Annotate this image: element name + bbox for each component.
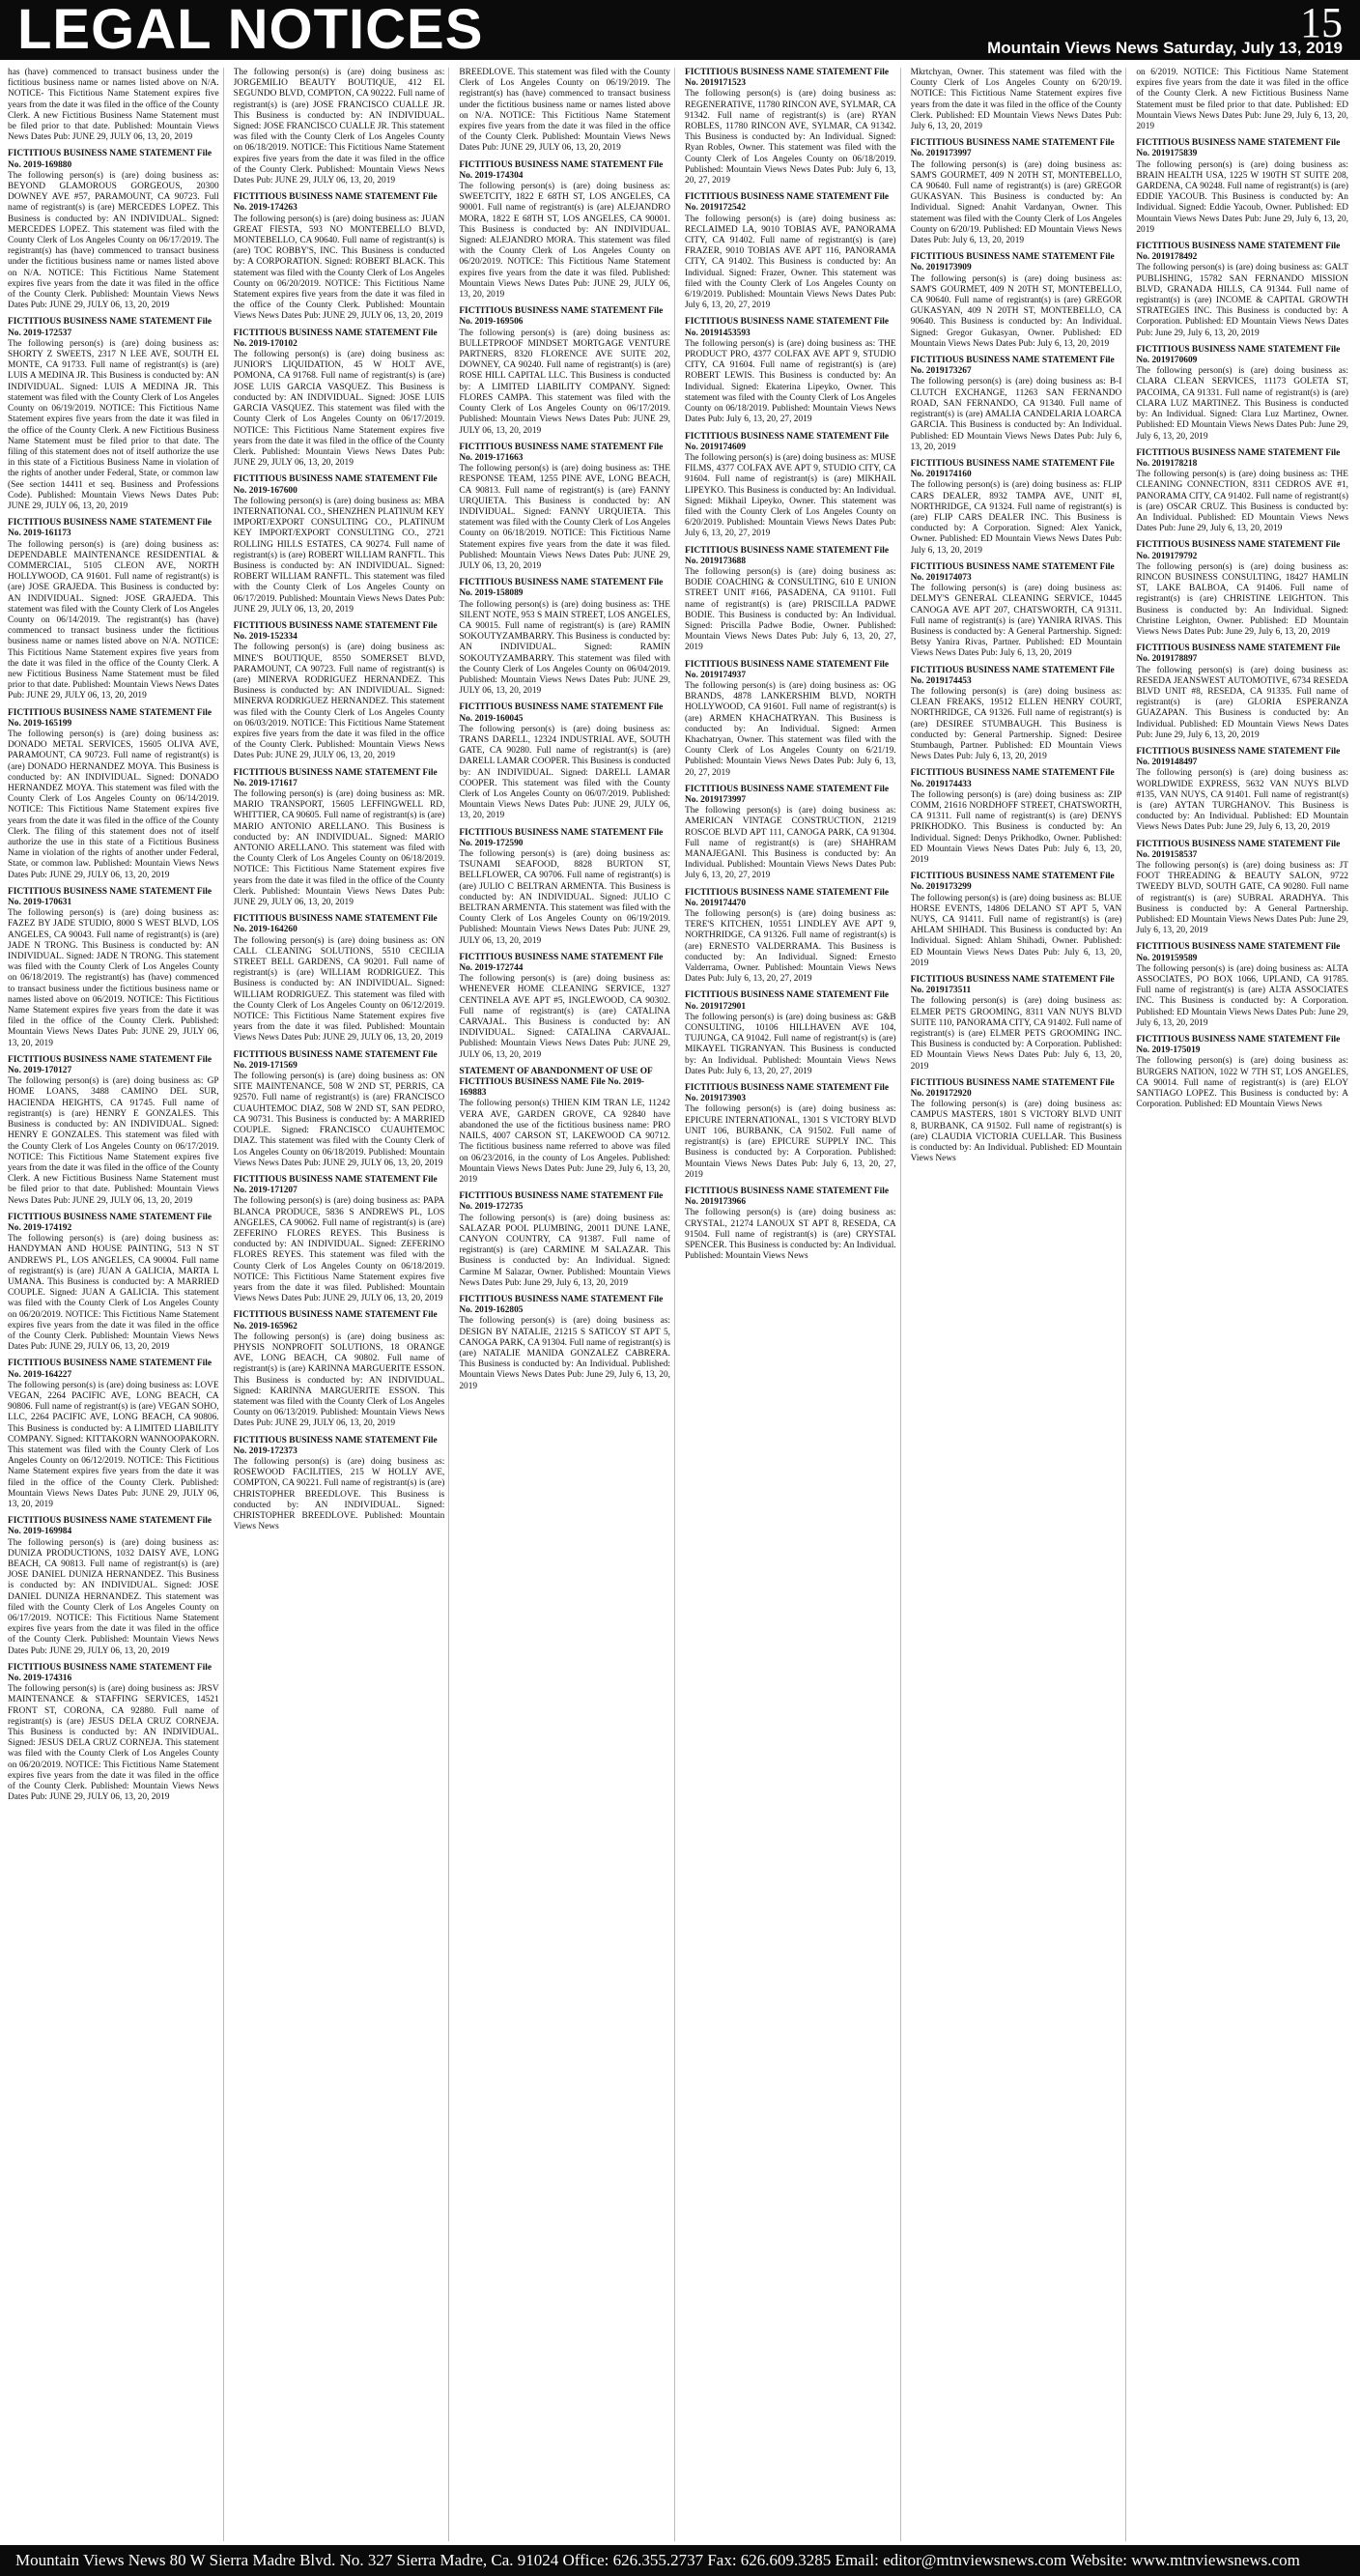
notice-body: The following person(s) is (are) doing business as: JUNIOR'S LIQUIDATION, 45 W HOLT AVE, POMONA, CA 91768. Full name of registrant(s) is (are) JOSE LUIS GARCIA VASQUEZ. This Business is conducted by: AN INDIVIDUAL. Signed: JOSE LUIS GARCIA VASQUEZ. This statement was filed with the County Clerk of Los Angeles County on 06/17/2019. NOTICE: This Fictitious Name Statement expires five years from the date it was filed in the office of the County Clerk. Published: Mountain Views News Dates Pub: JUNE 29, JULY 06, 13, 20, 2019 [233,350,445,469]
legal-notice [911,459,1122,557]
legal-notice [234,1310,445,1429]
legal-notice [685,1083,896,1181]
notice-heading: FICTITIOUS BUSINESS NAME STATEMENT File No. 2019-172735 [459,1191,664,1213]
notice-body: The following person(s) is (are) doing business as: THE SILENT NOTE, 953 S MAIN STREET, LOS ANGELES, CA 90015. Full name of registrant(s) is (are) RAMIN SOKOUTYZAMBARRY. This Business is conducted by: AN INDIVIDUAL. Signed: RAMIN SOKOUTYZAMBARRY. This statement was filed with the County Clerk of Los Angeles County on 06/04/2019. Published: Mountain Views News Dates Pub: JUNE 29, JULY 06, 13, 20, 2019 [459,599,670,697]
notice-heading: FICTITIOUS BUSINESS NAME STATEMENT File No. 2019-174192 [8,1212,212,1233]
notice-body: The following person(s) is (are) doing business as: THE CLEANING CONNECTION, 8311 CEDROS AVE #1, PANORAMA CITY, CA 91402. Full name of registrant(s) is (are) OSCAR CRUZ. This Business is conducted by: An Individual. Published: ED Mountain Views News Dates Pub: June 29, July 6, 13, 20, 2019 [1136,470,1348,534]
legal-notice [8,887,219,1049]
notice-column-1 [8,68,224,2541]
notice-body: The following person(s) is (are) doing business as: ROSEWOOD FACILITIES, 215 W HOLLY AVE, COMPTON, CA 90221. Full name of registrant(s) is (are) CHRISTOPHER BREEDLOVE. This Business is conducted by: AN INDIVIDUAL. Signed: CHRISTOPHER BREEDLOVE. Published: Mountain Views News [233,1456,445,1532]
notice-body: The following person(s) is (are) doing business as: PHYSIS NONPROFIT SOLUTIONS, 18 ORANGE AVE, LONG BEACH, CA 90802. Full name of registrant(s) is (are) KARINNA MARGUERITE ESSON. This Business is conducted by: AN INDIVIDUAL. Signed: KARINNA MARGUERITE ESSON. This statement was filed with the County Clerk of Los Angeles County on 06/13/2019. Published: Mountain Views News Dates Pub: JUNE 29, JULY 06, 13, 20, 2019 [233,1331,445,1429]
legal-notice [459,160,670,301]
notice-heading: FICTITIOUS BUSINESS NAME STATEMENT File No. 2019-167600 [233,474,438,496]
legal-notice [8,708,219,881]
legal-notice [234,1436,445,1533]
legal-notice [1136,1035,1348,1110]
notice-body: The following person(s) is (are) doing business as: SALAZAR POOL PLUMBING, 20011 DUNE LANE, CANYON COUNTRY, CA 91387. Full name of registrant(s) is (are) CARMINE M SALAZAR. This Business is conducted by: An Individual. Signed: Carmine M Salazar, Owner. Published: Mountain Views News Dates Pub: June 29, July 6, 13, 20, 2019 [459,1213,670,1288]
notice-heading: FICTITIOUS BUSINESS NAME STATEMENT File No. 2019-172590 [459,827,664,848]
legal-notice [8,1516,219,1657]
notice-heading: FICTITIOUS BUSINESS NAME STATEMENT File No. 2019172920 [910,1077,1115,1100]
legal-notice [911,562,1122,660]
notice-body: Mkrtchyan, Owner. This statement was filed with the County Clerk of Los Angeles County on 6/20/19. NOTICE: This Fictitious Name Statement expires five years from the date it was filed in the office of the County Clerk. Published: ED Mountain Views News Dates Pub: July 6, 13, 20, 2019 [910,68,1122,132]
legal-notice [8,518,219,701]
notice-heading: FICTITIOUS BUSINESS NAME STATEMENT File No. 20191453593 [685,317,889,338]
legal-notice [1136,644,1348,741]
notice-body: The following person(s) is (are) doing business as: DUNIZA PRODUCTIONS, 1032 DAISY AVE, LONG BEACH, CA 90813. Full name of registrant(s) is (are) JOSE DANIEL DUNIZA HERNANDEZ. This Business is conducted by: AN INDIVIDUAL. Signed: JOSE DANIEL DUNIZA HERNANDEZ. This statement was filed with the County Clerk of Los Angeles County on 06/17/2019. NOTICE: This Fictitious Name Statement expires five years from the date it was filed in the office of the County Clerk. Published: Mountain Views News Dates Pub: JUNE 29, JULY 06, 13, 20, 2019 [8,1537,219,1656]
notice-body: The following person(s) is (are) doing business as: FAZEZ BY JADE STUDIO, 8000 S WEST BLVD, LOS ANGELES, CA 90043. Full name of registrant(s) is (are) JADE N TRONG. This Business is conducted by: AN INDIVIDUAL. Signed: JADE N TRONG. This statement was filed with the County Clerk of Los Angeles County on 06/18/2019. The registrant(s) has (have) commenced to transact business under the fictitious business name or names listed above on 06/2019. NOTICE: This Fictitious Name Statement expires five years from the date it was filed in the office of the County Clerk. Published: Mountain Views News Dates Pub: JUNE 29, JULY 06, 13, 20, 2019 [8,908,219,1048]
notice-body: The following person(s) is (are) doing business as: DEPENDABLE MAINTENANCE RESIDENTIAL & COMMERCIAL, 5105 CLEON AVE, NORTH HOLLYWOOD, CA 91601. Full name of registrant(s) is (are) JOSE GRAJEDA. This Business is conducted by: AN INDIVIDUAL. Signed: JOSE GRAJEDA. This statement was filed with the County Clerk of Los Angeles County on 06/14/2019. The registrant(s) has (have) commenced to transact business under the fictitious business name or names listed above on N/A. NOTICE: This Fictitious Name Statement expires five years from the date it was filed in the office of the County Clerk. A new Fictitious Business Name Statement must be filed prior to that date. Published: Mountain Views News Dates Pub: JUNE 29, JULY 06, 13, 20, 2019 [8,539,219,701]
notice-heading: FICTITIOUS BUSINESS NAME STATEMENT File No. 2019-174304 [459,159,664,181]
notice-body: The following person(s) is (are) doing business as: G&B CONSULTING, 10106 HILLHAVEN AVE 104, TUJUNGA, CA 91042. Full name of registrant(s) is (are) MIKAYEL TIGRANYAN. This Business is conducted by: An Individual. Published: Mountain Views News Dates Pub: July 6, 13, 20, 27, 2019 [685,1012,896,1076]
legal-notice [1136,747,1348,834]
legal-notice [459,1295,670,1392]
notice-heading: FICTITIOUS BUSINESS NAME STATEMENT File No. 2019-170102 [233,328,438,349]
notice-body: The following person(s) is (are) doing business as: RINCON BUSINESS CONSULTING, 18427 HAMLIN ST, LAKE BALBOA, CA 91406. Full name of registrant(s) is (are) CHRISTINE LEIGHTON. This Business is conducted by: An Individual. Signed: Christine Leighton, Owner. Published: ED Mountain Views News Dates Pub: June 29, July 6, 13, 20, 2019 [1136,561,1348,637]
notice-heading: FICTITIOUS BUSINESS NAME STATEMENT File No. 2019178492 [1136,242,1341,263]
legal-notice [459,578,670,697]
notice-body: The following person(s) is (are) doing business as: WORLDWIDE EXPRESS, 5632 VAN NUYS BLVD #135, VAN NUYS, CA 91401. Full name of registrant(s) is (are) AYTAN TURGHANOV. This Business is conducted by: An Individual. Published: ED Mountain Views News Dates Pub: June 29, July 6, 13, 20, 2019 [1136,768,1348,833]
notice-heading: FICTITIOUS BUSINESS NAME STATEMENT File No. 2019173903 [685,1083,889,1104]
legal-notice [459,1191,670,1289]
notice-body: The following person(s) is (are) doing business as: RECLAIMED LA, 9010 TOBIAS AVE, PANORAMA CITY, CA 91402. Full name of registrant(s) is (are) FRAZER, 9010 TOBIAS AVE APT 116, PANORAMA CITY, CA 91402. This Business is conducted by: An Individual. Signed: Frazer, Owner. This statement was filed with the County Clerk of Los Angeles County on 6/19/2019. Published: Mountain Views News Dates Pub: July 6, 13, 20, 27, 2019 [685,214,896,311]
notice-heading: FICTITIOUS BUSINESS NAME STATEMENT File No. 2019174937 [685,659,889,680]
notice-columns [8,68,1352,2541]
notice-heading: FICTITIOUS BUSINESS NAME STATEMENT File No. 2019173909 [910,252,1115,273]
notice-heading: FICTITIOUS BUSINESS NAME STATEMENT File No. 2019171523 [685,68,889,89]
legal-notice [911,768,1122,866]
notice-body: The following person(s) is (are) doing business as: BRAIN HEALTH USA, 1225 W 190TH ST SUITE 208, GARDENA, CA 90248. Full name of registrant(s) is (are) EDDIE YACOUB. This Business is conducted by: An Individual. Signed: Eddie Yacoub, Owner. Published: ED Mountain Views News Dates Pub: June 29, July 6, 13, 20, 2019 [1136,159,1348,235]
notice-body: The following person(s) is (are) doing business as: THE RESPONSE TEAM, 1255 PINE AVE, LONG BEACH, CA 90813. Full name of registrant(s) is (are) FANNY URQUIETA. This Business is conducted by: AN INDIVIDUAL. Signed: FANNY URQUIETA. This statement was filed with the County Clerk of Los Angeles County on 06/18/2019. NOTICE: This Fictitious Name Statement expires five years from the date it was filed. Published: Mountain Views News Dates Pub: JUNE 29, JULY 06, 13, 20, 2019 [459,464,670,571]
notice-body: The following person(s) is (are) doing business as: EPICURE INTERNATIONAL, 1301 S VICTORY BLVD UNIT 106, BURBANK, CA 91502. Full name of registrant(s) is (are) EPICURE SUPPLY INC. This Business is conducted by: A Corporation. Published: Mountain Views News Dates Pub: July 6, 13, 20, 27, 2019 [685,1104,896,1180]
notice-body: The following person(s) is (are) doing business as: LOVE VEGAN, 2264 PACIFIC AVE, LONG BEACH, CA 90806. Full name of registrant(s) is (are) VEGAN SOHO, LLC, 2264 PACIFIC AVE, LONG BEACH, CA 90806. This Business is conducted by: A LIMITED LIABILITY COMPANY. Signed: KITTAKORN WANNOOPAKORN. This statement was filed with the County Clerk of Los Angeles County on 06/12/2019. NOTICE: This Fictitious Name Statement expires five years from the date it was filed in the office of the County Clerk. Published: Mountain Views News Dates Pub: JUNE 29, JULY 06, 13, 20, 2019 [8,1380,219,1509]
notice-body: The following person(s) is (are) doing business as: ON CALL CLEANING SOLUTIONS, 5510 CECILIA STREET BELL GARDENS, CA 90201. Full name of registrant(s) is (are) WILLIAM RODRIGUEZ. This Business is conducted by: AN INDIVIDUAL. Signed: WILLIAM RODRIGUEZ. This statement was filed with the County Clerk of Los Angeles County on 06/12/2019. NOTICE: This Fictitious Name Statement expires five years from the date it was filed. Published: Mountain Views News Dates Pub: JUNE 29, JULY 06, 13, 20, 2019 [233,935,445,1044]
notice-heading: FICTITIOUS BUSINESS NAME STATEMENT File No. 2019-172744 [459,952,664,974]
notice-body: BREEDLOVE. This statement was filed with the County Clerk of Los Angeles County on 06/19/2019. The registrant(s) has (have) commenced to transact business under the fictitious business name or names listed above on N/A. NOTICE: This Fictitious Name Statement expires five years from the date it was filed in the office of the County Clerk. Published: Mountain Views News Dates Pub: JUNE 29, JULY 06, 13, 20, 2019 [459,68,670,154]
legal-notice [459,306,670,436]
notice-heading: FICTITIOUS BUSINESS NAME STATEMENT File No. 2019173997 [910,138,1115,159]
notice-heading: FICTITIOUS BUSINESS NAME STATEMENT File No. 2019-160045 [459,702,664,724]
notice-body: The following person(s) is (are) doing business as: DELMY'S GENERAL CLEANING SERVICE, 10445 CANOGA AVE APT 207, CHATSWORTH, CA 91311. Full name of registrant(s) is (are) YANIRA RIVAS. This Business is conducted by: A General Partnership. Signed: Betsy Yanira Rivas, Partner. Published: ED Mountain Views News Dates Pub: July 6, 13, 20, 2019 [910,584,1122,659]
legal-notice [911,356,1122,453]
page-footer [0,2545,1360,2576]
notice-heading: FICTITIOUS BUSINESS NAME STATEMENT File No. 2019172901 [685,990,889,1012]
legal-notice [234,621,445,762]
notice-body: The following person(s) is (are) doing business as: JUAN GREAT FIESTA, 593 NO MONTEBELLO BLVD, MONTEBELLO, CA 90640. Full name of registrant(s) is (are) TOC ROBBY'S, INC. This Business is conducted by: A CORPORATION. Signed: ROBERT BLACK. This statement was filed with the County Clerk of Los Angeles County on 06/20/2019. NOTICE: This Fictitious Name Statement expires five years from the date it was filed in the office of the County Clerk. Published: Mountain Views News Dates Pub: JUNE 29, JULY 06, 13, 20, 2019 [233,214,445,322]
notice-body: The following person(s) is (are) doing business as: ON SITE MAINTENANCE, 508 W 2ND ST, PERRIS, CA 92570. Full name of registrant(s) is (are) FRANCISCO CUAUHTEMOC DIAZ, 508 W 2ND ST, SAN PEDRO, CA 90731. This Business is conducted by: A MARRIED COUPLE. Signed: FRANCISCO CUAUHTEMOC DIAZ. This statement was filed with the County Clerk of Los Angeles County on 06/18/2019. Published: Mountain Views News Dates Pub: JUNE 29, JULY 06, 13, 20, 2019 [233,1072,445,1168]
notice-body: The following person(s) is (are) doing business as: MR. MARIO TRANSPORT, 15605 LEFFINGWELL RD, WHITTIER, CA 90605. Full name of registrant(s) is (are) MARIO ANTONIO ARELLANO. This Business is conducted by: AN INDIVIDUAL. Signed: MARIO ANTONIO ARELLANO. This statement was filed with the County Clerk of Los Angeles County on 06/18/2019. NOTICE: This Fictitious Name Statement expires five years from the date it was filed in the office of the County Clerk. Published: Mountain Views News Dates Pub: JUNE 29, JULY 06, 13, 20, 2019 [233,789,445,908]
legal-notice [234,768,445,909]
notice-body: The following person(s) is (are) doing business as: SAM'S GOURMET, 409 N 20TH ST, MONTEBELLO, CA 90640. Full name of registrant(s) is (are) GREGOR GUKASYAN. This Business is conducted by: An Individual. Signed: Anahit Vardanyan, Owner. This statement was filed with the County Clerk of Los Angeles County on 6/20/19. Published: ED Mountain Views News Dates Pub: July 6, 13, 20, 2019 [910,159,1122,246]
notice-body: The following person(s) is (are) doing business as: FLIP CARS DEALER, 8932 TAMPA AVE, UNIT #I, NORTHRIDGE, CA 91324. Full name of registrant(s) is (are) FLIP CARS DEALER INC. This Business is conducted by: A Corporation. Signed: Alex Yanick, Owner. Published: ED Mountain Views News Dates Pub: July 6, 13, 20, 2019 [910,480,1122,556]
legal-notice [8,1663,219,1804]
legal-notice [234,1175,445,1304]
notice-heading: FICTITIOUS BUSINESS NAME STATEMENT File No. 2019-164260 [233,914,438,935]
notice-heading: FICTITIOUS BUSINESS NAME STATEMENT File No. 2019173267 [910,356,1115,377]
notice-heading: FICTITIOUS BUSINESS NAME STATEMENT File No. 2019-152334 [233,620,438,643]
notice-body: The following person(s) is (are) doing business as: SWEETCITY, 1822 E 68TH ST, LOS ANGELES, CA 90001. Full name of registrant(s) is (are) ALEJANDRO MORA, 1822 E 68TH ST, LOS ANGELES, CA 90001. This Business is conducted by: AN INDIVIDUAL. Signed: ALEJANDRO MORA. This statement was filed with the County Clerk of Los Angeles County on 06/20/2019. NOTICE: This Fictitious Name Statement expires five years from the date it was filed. Published: Mountain Views News Dates Pub: JUNE 29, JULY 06, 13, 20, 2019 [459,182,670,301]
notice-heading: FICTITIOUS BUSINESS NAME STATEMENT File No. 2019172542 [685,192,889,214]
notice-body: The following person(s) is (are) doing business as: GP HOME LOANS, 3488 CAMINO DEL SUR, HACIENDA HEIGHTS, CA 91745. Full name of registrant(s) is (are) HENRY E GONZALES. This Business is conducted by: AN INDIVIDUAL. Signed: HENRY E GONZALES. This statement was filed with the County Clerk of Los Angeles County on 06/17/2019. NOTICE: This Fictitious Name Statement expires five years from the date it was filed in the office of the County Clerk. A new Fictitious Business Name Statement must be filed prior to that date. Published: Mountain Views News Dates Pub: JUNE 29, JULY 06, 13, 20, 2019 [8,1076,219,1206]
page-header [0,0,1360,60]
notice-heading: FICTITIOUS BUSINESS NAME STATEMENT File No. 2019-169880 [8,149,212,170]
notice-body: The following person(s) is (are) doing business as: BURGERS NATION, 1022 W 7TH ST, LOS ANGELES, CA 90014. Full name of registrant(s) is (are) ELOY SANTIAGO LOPEZ. This Business is conducted by: A Corporation. Published: ED Mountain Views News [1136,1056,1348,1110]
notice-body: The following person(s) is (are) doing business as: THE PRODUCT PRO, 4377 COLFAX AVE APT 9, STUDIO CITY, CA 91604. Full name of registrant(s) is (are) ROBERT LEWIS. This Business is conducted by: An Individual. Signed: Ekaterina Lipeyko, Owner. This statement was filed with the County Clerk of Los Angeles County on 06/18/2019. Published: Mountain Views News Dates Pub: July 6, 13, 20, 27, 2019 [685,338,896,425]
legal-notice [685,785,896,882]
legal-notice [685,990,896,1077]
legal-notice [1136,242,1348,339]
notice-body: The following person(s) is (are) doing business as: BLUE HORSE EVENTS, 14806 DELANO ST APT 5, VAN NUYS, CA 91411. Full name of registrant(s) is (are) AHLAM SHIHADI. This Business is conducted by: An Individual. Signed: Ahlam Shihadi, Owner. Published: ED Mountain Views News Dates Pub: July 6, 13, 20, 2019 [910,893,1122,968]
legal-notice [911,975,1122,1073]
legal-notice [911,872,1122,969]
notice-body: The following person(s) is (are) doing business as: HANDYMAN AND HOUSE PAINTING, 513 N ST ANDREWS PL, LOS ANGELES, CA 90004. Full name of registrant(s) is (are) JUAN A GALICIA, MARTA L UMANA. This Business is conducted by: A MARRIED COUPLE. Signed: JUAN A GALICIA. This statement was filed with the County Clerk of Los Angeles County on 06/20/2019. NOTICE: This Fictitious Name Statement expires five years from the date it was filed in the office of the County Clerk. Published: Mountain Views News Dates Pub: JUNE 29, JULY 06, 13, 20, 2019 [8,1234,219,1353]
legal-notice [911,138,1122,246]
notice-body: The following person(s) is (are) doing business as: ELMER PETS GROOMING, 8311 VAN NUYS BLVD SUITE 110, PANORAMA CITY, CA 91402. Full name of registrant(s) is (are) ELMER PETS GROOMING INC. This Business is conducted by: A Corporation. Published: ED Mountain Views News Dates Pub: July 6, 13, 20, 2019 [910,996,1122,1072]
notice-column-5 [911,68,1127,2541]
notice-heading: FICTITIOUS BUSINESS NAME STATEMENT File No. 2019148497 [1136,746,1341,768]
notice-heading: FICTITIOUS BUSINESS NAME STATEMENT File No. 2019174470 [685,887,889,908]
legal-notice [8,1359,219,1510]
notice-body: The following person(s) is (are) doing business as: GALT PUBLISHING, 15782 SAN FERNANDO MISSION BLVD, GRANADA HILLS, CA 91344. Full name of registrant(s) is (are) INCOME & CAPITAL GROWTH STRATEGIES INC. This Business is conducted by: A Corporation. Published: ED Mountain Views News Dates Pub: June 29, July 6, 13, 20, 2019 [1136,263,1348,338]
notice-heading: FICTITIOUS BUSINESS NAME STATEMENT File No. 2019-158089 [459,578,664,599]
notice-heading: STATEMENT OF ABANDONMENT OF USE OF FICTITIOUS BUSINESS NAME File No. 2019-169883 [459,1066,653,1099]
notice-column-4 [685,68,901,2541]
legal-notice [234,329,445,470]
notice-body: The following person(s) is (are) doing business as: JORGEMILIO BEAUTY BOUTIQUE, 412 EL SEGUNDO BLVD, COMPTON, CA 90222. Full name of registrant(s) is (are) JOSE FRANCISCO CUALLE JR. This Business is conducted by: AN INDIVIDUAL. Signed: JOSE FRANCISCO CUALLE JR. This statement was filed with the County Clerk of Los Angeles County on 06/18/2019. NOTICE: This Fictitious Name Statement expires five years from the date it was filed in the office of the County Clerk. Published: Mountain Views News Dates Pub: JUNE 29, JULY 06, 13, 20, 2019 [233,68,445,186]
legal-notice [1136,68,1348,132]
legal-notice [234,914,445,1044]
legal-notice [459,1067,670,1186]
notice-heading: FICTITIOUS BUSINESS NAME STATEMENT File No. 2019-172537 [8,317,212,338]
notice-heading: FICTITIOUS BUSINESS NAME STATEMENT File No. 2019170609 [1136,344,1341,366]
legal-notice [234,474,445,615]
legal-notice [1136,138,1348,236]
legal-notice [459,702,670,821]
notice-heading: FICTITIOUS BUSINESS NAME STATEMENT File No. 2019-169984 [8,1516,212,1537]
notice-body: The following person(s) is (are) doing business as: WHENEVER HOME CLEANING SERVICE, 1327 CENTINELA AVE APT #5, INGLEWOOD, CA 90302. Full name of registrant(s) is (are) CATALINA CARVAJAL. This Business is conducted by: AN INDIVIDUAL. Signed: CATALINA CARVAJAL. Published: Mountain Views News Dates Pub: JUNE 29, JULY 06, 13, 20, 2019 [459,974,670,1060]
notice-body: on 6/2019. NOTICE: This Fictitious Name Statement expires five years from the date it was filed in the office of the County Clerk. A new Fictitious Business Name Statement must be filed prior to that date. Published: ED Mountain Views News Dates Pub: June 29, July 6, 13, 20, 2019 [1136,68,1348,132]
legal-notice [685,432,896,540]
notice-body: The following person(s) is (are) doing business as: BODIE COACHING & CONSULTING, 610 E UNION STREET UNIT #166, PASADENA, CA 91101. Full name of registrant(s) is (are) PRISCILLA PADWE BODIE. This Business is conducted by: An Individual. Signed: Priscilla Padwe Bodie, Owner. Published: Mountain Views News Dates Pub: July 6, 13, 20, 27, 2019 [685,566,896,653]
legal-notice [8,68,219,143]
legal-notice [911,666,1122,763]
notice-heading: FICTITIOUS BUSINESS NAME STATEMENT File No. 2019178897 [1136,644,1341,665]
notice-body: The following person(s) is (are) doing business as: B-I CLUTCH EXCHANGE, 11263 SAN FERNANDO ROAD, SAN FERNANDO, CA 91340. Full name of registrant(s) is (are) AMALIA CANDELARIA LOARCA GARCIA. This Business is conducted by: An Individual. Published: ED Mountain Views News Dates Pub: July 6, 13, 20, 2019 [910,377,1122,452]
legal-notice [8,1213,219,1354]
legal-notice [685,888,896,986]
notice-body: The following person(s) is (are) doing business as: SHORTY Z SWEETS, 2317 N LEE AVE, SOUTH EL MONTE, CA 91733. Full name of registrant(s) is (are) LUIS A MEDINA JR. This Business is conducted by: AN INDIVIDUAL. Signed: LUIS A MEDINA JR. This statement was filed with the County Clerk of Los Angeles County on 06/19/2019. NOTICE: This Fictitious Name Statement expires five years from the date it was filed in the office of the County Clerk. A new Fictitious Business Name Statement must be filed prior to that date. The filing of this statement does not of itself authorize the use in this state of a Fictitious Business Name in violation of the rights of another under Federal, State, or common law (See section 14411 et seq. Business and Professions Code). Published: Mountain Views News Dates Pub: JUNE 29, JULY 06, 13, 20, 2019 [8,338,219,511]
notice-column-3 [459,68,675,2541]
legal-notice [685,192,896,311]
notice-heading: FICTITIOUS BUSINESS NAME STATEMENT File No. 2019-171617 [233,767,438,788]
notice-body: The following person(s) is (are) doing business as: BEYOND GLAMOROUS GORGEOUS, 20300 DOWNEY AVE #57, PARAMOUNT, CA 90723. Full name of registrant(s) is (are) MERCEDES LOPEZ. This Business is conducted by: AN INDIVIDUAL. Signed: MERCEDES LOPEZ. This statement was filed with the County Clerk of Los Angeles County on 06/17/2019. The registrant(s) has (have) commenced to transact business under the fictitious business name or names listed above on N/A. NOTICE: This Fictitious Name Statement expires five years from the date it was filed in the office of the County Clerk. Published: Mountain Views News Dates Pub: JUNE 29, JULY 06, 13, 20, 2019 [8,170,219,311]
notice-heading: FICTITIOUS BUSINESS NAME STATEMENT File No. 2019-171207 [233,1174,438,1196]
notice-heading: FICTITIOUS BUSINESS NAME STATEMENT File No. 2019-170631 [8,886,212,908]
notice-heading: FICTITIOUS BUSINESS NAME STATEMENT File No. 2019173299 [910,872,1115,893]
legal-notice [1136,540,1348,638]
notice-body: The following person(s) is (are) doing business as: TERE'S KITCHEN, 10551 LINDLEY AVE APT 9, NORTHRIDGE, CA 91326. Full name of registrant(s) is (are) ERNESTO VALDERRAMA. This Business is conducted by: An Individual. Signed: Ernesto Valderrama, Owner. Published: Mountain Views News Dates Pub: July 6, 13, 20, 27, 2019 [685,909,896,985]
notice-body: The following person(s) is (are) doing business as: CLEAN FREAKS, 19512 ELLEN HENRY COURT, NORTHRIDGE, CA 91326. Full name of registrant(s) is (are) DESIREE STUMBAUGH. This Business is conducted by: General Partnership. Signed: Desiree Stumbaugh, Partner. Published: ED Mountain Views News Dates Pub: July 6, 13, 20, 2019 [910,686,1122,762]
legal-notice [685,660,896,779]
notice-body: The following person(s) is (are) doing business as: MUSE FILMS, 4377 COLFAX AVE APT 9, STUDIO CITY, CA 91604. Full name of registrant(s) is (are) MIKHAIL LIPEYKO. This Business is conducted by: An Individual. Signed: Mikhail Lipeyko, Owner. This statement was filed with the County Clerk of Los Angeles County on 6/20/2019. Published: Mountain Views News Dates Pub: July 6, 13, 20, 27, 2019 [685,452,896,539]
footer-contact-line: Mountain Views News 80 W Sierra Madre Blvd. No. 327 Sierra Madre, Ca. 91024 Office: 626.355.2737 Fax: 626.609.3285 Email: editor@mtnviewsnews.com Website: www.mtnviewsnews.com [15,2551,1300,2569]
notice-column-2 [234,68,450,2541]
page-number: 15 [1300,0,1343,46]
notice-heading: FICTITIOUS BUSINESS NAME STATEMENT File No. 2019174073 [910,561,1115,583]
notice-body: The following person(s) is (are) doing business as: CAMPUS MASTERS, 1801 S VICTORY BLVD UNIT 8, BURBANK, CA 91502. Full name of registrant(s) is (are) CLAUDIA VICTORIA CUELLAR. This Business is conducted by: An Individual. Published: ED Mountain Views News [910,1100,1122,1164]
notice-body: The following person(s) is (are) doing business as: BULLETPROOF MINDSET MORTGAGE VENTURE PARTNERS, 8320 FLORENCE AVE SUITE 202, DOWNEY, CA 90240. Full name of registrant(s) is (are) ROSE HILL CAPITAL LLC. This Business is conducted by: A LIMITED LIABILITY COMPANY. Signed: FLORES CAMPA. This statement was filed with the County Clerk of Los Angeles County on 06/17/2019. Published: Mountain Views News Dates Pub: JUNE 29, JULY 06, 13, 20, 2019 [459,328,670,436]
legal-notice [459,443,670,572]
notice-body: The following person(s) THIEN KIM TRAN LE, 11242 VERA AVE, GARDEN GROVE, CA 92840 have abandoned the use of the fictitious business name: PRO NAILS, 4007 CARSON ST, LAKEWOOD CA 90712. The fictitious business name referred to above was filed on 06/23/2016, in the county of Los Angeles. Published: Mountain Views News Dates Pub: June 29, July 6, 13, 20, 2019 [459,1099,670,1185]
notice-body: The following person(s) is (are) doing business as: CRYSTAL, 21274 LANOUX ST APT 8, RESEDA, CA 91504. Full name of registrant(s) is (are) CRYSTAL SPENCER. This Business is conducted by: An Individual. Published: Mountain Views News [685,1208,896,1262]
notice-body: The following person(s) is (are) doing business as: SAM'S GOURMET, 409 N 20TH ST, MONTEBELLO, CA 90640. Full name of registrant(s) is (are) GREGOR GUKASYAN, 409 N 20TH ST, MONTEBELLO, CA 90640. This Business is conducted by: An Individual. Signed: Gregor Gukasyan, Owner. Published: ED Mountain Views News Dates Pub: July 6, 13, 20, 2019 [910,273,1122,349]
notice-heading: FICTITIOUS BUSINESS NAME STATEMENT File No. 2019173511 [910,975,1115,996]
notice-heading: FICTITIOUS BUSINESS NAME STATEMENT File No. 2019159589 [1136,942,1341,963]
legal-notice [8,149,219,311]
notice-heading: FICTITIOUS BUSINESS NAME STATEMENT File No. 2019158537 [1136,839,1341,860]
legal-notice [685,317,896,425]
notice-body: The following person(s) is (are) doing business as: DESIGN BY NATALIE, 21215 S SATICOY ST APT 5, CANOGA PARK, CA 91304. Full name of registrant(s) is (are) NATALIE MANIDA GONZALEZ CABRERA. This Business is conducted by: An Individual. Published: Mountain Views News Dates Pub: June 29, July 6, 13, 20, 2019 [459,1316,670,1391]
legal-notice [234,1050,445,1169]
notice-body: The following person(s) is (are) doing business as: MINE'S BOUTIQUE, 8550 SOMERSET BLVD, PARAMOUNT, CA 90723. Full name of registrant(s) is (are) MINERVA RODRIGUEZ HERNANDEZ. This Business is conducted by: AN INDIVIDUAL. Signed: MINERVA RODRIGUEZ HERNANDEZ. This statement was filed with the County Clerk of Los Angeles County on 06/03/2019. NOTICE: This Fictitious Name Statement expires five years from the date it was filed in the office of the County Clerk. Published: Mountain Views News Dates Pub: JUNE 29, JULY 06, 13, 20, 2019 [233,643,445,761]
notice-body: The following person(s) is (are) doing business as: CLARA CLEAN SERVICES, 11173 GOLETA ST, PACOIMA, CA 91331. Full name of registrant(s) is (are) CLARA LUZ MARTINEZ. This Business is conducted by: An Individual. Signed: Clara Luz Martinez, Owner. Published: ED Mountain Views News Dates Pub: June 29, July 6, 13, 20, 2019 [1136,366,1348,442]
legal-notice [911,252,1122,350]
legal-notice [1136,448,1348,535]
legal-notice [685,546,896,654]
notice-heading: FICTITIOUS BUSINESS NAME STATEMENT File No. 2019-169506 [459,306,664,328]
notice-heading: FICTITIOUS BUSINESS NAME STATEMENT File No. 2019-174316 [8,1662,212,1684]
notice-heading: FICTITIOUS BUSINESS NAME STATEMENT File No. 2019-170127 [8,1054,212,1076]
notice-heading: FICTITIOUS BUSINESS NAME STATEMENT File No. 2019173688 [685,545,889,566]
notice-body: The following person(s) is (are) doing business as: JRSV MAINTENANCE & STAFFING SERVICES, 14521 FRONT ST, CORONA, CA 92880. Full name of registrant(s) is (are) JESUS DELA CRUZ CORNEJA. This Business is conducted by: AN INDIVIDUAL. Signed: JESUS DELA CRUZ CORNEJA. This statement was filed with the County Clerk of Los Angeles County on 06/20/2019. NOTICE: This Fictitious Name Statement expires five years from the date it was filed in the office of the County Clerk. Published: Mountain Views News Dates Pub: JUNE 29, JULY 06, 13, 20, 2019 [8,1684,219,1803]
notice-column-6 [1136,68,1352,2541]
notice-heading: FICTITIOUS BUSINESS NAME STATEMENT File No. 2019174453 [910,665,1115,686]
notice-heading: FICTITIOUS BUSINESS NAME STATEMENT File No. 2019-174263 [233,192,438,214]
notice-body: The following person(s) is (are) doing business as: PAPA BLANCA PRODUCE, 5836 S ANDREWS PL, LOS ANGELES, CA 90062. Full name of registrant(s) is (are) ZEFERINO FLORES REYES. This Business is conducted by: AN INDIVIDUAL. Signed: ZEFERINO FLORES REYES. This statement was filed with the County Clerk of Los Angeles County on 06/18/2019. NOTICE: This Fictitious Name Statement expires five years from the date it was filed. Published: Mountain Views News Dates Pub: JUNE 29, JULY 06, 13, 20, 2019 [233,1196,445,1304]
notice-heading: FICTITIOUS BUSINESS NAME STATEMENT File No. 2019-172373 [233,1435,438,1456]
notice-heading: FICTITIOUS BUSINESS NAME STATEMENT File No. 2019-165199 [8,707,212,729]
notice-heading: FICTITIOUS BUSINESS NAME STATEMENT File No. 2019-171569 [233,1049,438,1071]
notice-heading: FICTITIOUS BUSINESS NAME STATEMENT File No. 2019-162805 [459,1294,664,1316]
legal-notice [685,1187,896,1262]
notice-heading: FICTITIOUS BUSINESS NAME STATEMENT File No. 2019-164227 [8,1359,212,1380]
notice-body: The following person(s) is (are) doing business as: ZIP COMM, 21616 NORDHOFF STREET, CHATSWORTH, CA 91311. Full name of registrant(s) is (are) DENYS PRIKHODKO. This Business is conducted by: An Individual. Signed: Denys Prikhodko, Owner. Published: ED Mountain Views News Dates Pub: July 6, 13, 20, 2019 [910,789,1122,866]
legal-notice [8,1055,219,1207]
notice-heading: FICTITIOUS BUSINESS NAME STATEMENT File No. 2019174160 [910,458,1115,480]
notice-heading: FICTITIOUS BUSINESS NAME STATEMENT File No. 2019-165962 [233,1310,438,1331]
legal-notice [1136,840,1348,937]
notice-body: The following person(s) is (are) doing business as: AMERICAN VINTAGE CONSTRUCTION, 21219 ROSCOE BLVD APT 111, CANOGA PARK, CA 91304. Full name of registrant(s) is (are) SHAHRAM MANAJEGANI. This Business is conducted by: An Individual. Published: Mountain Views News Dates Pub: July 6, 13, 20, 27, 2019 [685,806,896,881]
legal-notice [911,68,1122,132]
legal-notice [459,953,670,1061]
notice-body: The following person(s) is (are) doing business as: REGENERATIVE, 11780 RINCON AVE, SYLMAR, CA 91342. Full name of registrant(s) is (are) RYAN ROBLES, 11780 RINCON AVE, SYLMAR, CA 91342. This Business is conducted by: An Individual. Signed: Ryan Robles, Owner. This statement was filed with the County Clerk of Los Angeles County on 06/18/2019. Published: Mountain Views News Dates Pub: July 6, 13, 20, 27, 2019 [685,89,896,186]
notice-body: The following person(s) is (are) doing business as: ALTA ASSOCIATES, PO BOX 1066, UPLAND, CA 91785. Full name of registrant(s) is (are) ALTA ASSOCIATES INC. This Business is conducted by: A Corporation. Published: ED Mountain Views News Dates Pub: June 29, July 6, 13, 20, 2019 [1136,963,1348,1028]
notice-heading: FICTITIOUS BUSINESS NAME STATEMENT File No. 2019-175019 [1136,1035,1341,1056]
legal-notice [1136,345,1348,443]
notice-body: The following person(s) is (are) doing business as: OG BRANDS, 4878 LANKERSHIM BLVD, NORTH HOLLYWOOD, CA 91601. Full name of registrant(s) is (are) ARMEN KHACHATRYAN. This Business is conducted by: An Individual. Signed: Armen Khachatryan, Owner. This statement was filed with the County Clerk of Los Angeles County on 6/21/19. Published: Mountain Views News Dates Pub: July 6, 13, 20, 27, 2019 [685,680,896,778]
publication-dateline: Mountain Views News Saturday, July 13, 2019 [987,39,1343,57]
notice-body: The following person(s) is (are) doing business as: TSUNAMI SEAFOOD, 8828 BURTON ST, BELLFLOWER, CA 90706. Full name of registrant(s) is (are) JULIO C BELTRAN ARMENTA. This Business is conducted by: AN INDIVIDUAL. Signed: JULIO C BELTRAN ARMENTA. This statement was filed with the County Clerk of Los Angeles County on 06/19/2019. Published: Mountain Views News Dates Pub: JUNE 29, JULY 06, 13, 20, 2019 [459,849,670,946]
legal-notice [911,1078,1122,1165]
notice-heading: FICTITIOUS BUSINESS NAME STATEMENT File No. 2019174609 [685,431,889,452]
notice-heading: FICTITIOUS BUSINESS NAME STATEMENT File No. 2019178218 [1136,447,1341,469]
notice-body: The following person(s) is (are) doing business as: RESEDA JEANSWEST AUTOMOTIVE, 6734 RESEDA BLVD UNIT #8, RESEDA, CA 91335. Full name of registrant(s) is (are) GLORIA ESPERANZA GUAZAPAN. This Business is conducted by: An Individual. Published: ED Mountain Views News Dates Pub: June 29, July 6, 13, 20, 2019 [1136,665,1348,740]
notice-body: The following person(s) is (are) doing business as: TRANS DARELL, 12324 INDUSTRIAL AVE, SOUTH GATE, CA 90280. Full name of registrant(s) is (are) DARELL LAMAR COOPER. This Business is conducted by: AN INDIVIDUAL. Signed: DARELL LAMAR COOPER. This statement was filed with the County Clerk of Los Angeles County on 06/07/2019. Published: Mountain Views News Dates Pub: JUNE 29, JULY 06, 13, 20, 2019 [459,724,670,821]
section-title: LEGAL NOTICES [17,0,484,61]
legal-notice [459,828,670,947]
notice-heading: FICTITIOUS BUSINESS NAME STATEMENT File No. 2019179792 [1136,540,1341,561]
notice-heading: FICTITIOUS BUSINESS NAME STATEMENT File No. 2019-171663 [459,442,664,463]
notice-body: The following person(s) is (are) doing business as: MBA INTERNATIONAL CO., SHENZHEN PLATINUM KEY IMPORT/EXPORT CONSULTING CO., PLATINUM KEY IMPORT/EXPORT CONSULTING CO., 2721 ROLLING HILLS ESTATES, CA 90274. Full name of registrant(s) is (are) ROBERT WILLIAM RANFTL. This Business is conducted by: AN INDIVIDUAL. Signed: ROBERT WILLIAM RANFTL. This statement was filed with the County Clerk of Los Angeles County on 06/17/2019. Published: Mountain Views News Dates Pub: JUNE 29, JULY 06, 13, 20, 2019 [233,496,445,615]
legal-notice [685,68,896,186]
notice-heading: FICTITIOUS BUSINESS NAME STATEMENT File No. 2019173997 [685,784,889,805]
notice-body: has (have) commenced to transact business under the fictitious business name or names listed above on N/A. NOTICE- This Fictitious Name Statement expires five years from the date it was filed in the office of the County Clerk. A new Fictitious Business Name Statement must be filed prior to that date. Published: Mountain Views News Dates Pub: JUNE 29, JULY 06, 13, 20, 2019 [8,68,219,143]
legal-notice [1136,942,1348,1029]
legal-notice [234,192,445,322]
notice-body: The following person(s) is (are) doing business as: DONADO METAL SERVICES, 15605 OLIVA AVE, PARAMOUNT, CA 90723. Full name of registrant(s) is (are) DONADO HERNANDEZ MOYA. This Business is conducted by: AN INDIVIDUAL. Signed: DONADO HERNANDEZ MOYA. This statement was filed with the County Clerk of Los Angeles County on 06/14/2019. NOTICE: This Fictitious Name Statement expires five years from the date it was filed in the office of the County Clerk. The filing of this statement does not of itself authorize the use in this state of a Fictitious Business Name in violation of the rights of another under Federal, State, or common law. Published: Mountain Views News Dates Pub: JUNE 29, JULY 06, 13, 20, 2019 [8,729,219,880]
legal-notice [234,68,445,186]
notice-heading: FICTITIOUS BUSINESS NAME STATEMENT File No. 2019174433 [910,768,1115,789]
notice-body: The following person(s) is (are) doing business as: JT FOOT THREADING & BEAUTY SALON, 9722 TWEEDY BLVD, SOUTH GATE, CA 90280. Full name of registrant(s) is (are) SUBRAL ARADHYA. This Business is conducted by: A General Partnership. Published: ED Mountain Views News Dates Pub: June 29, July 6, 13, 20, 2019 [1136,861,1348,936]
legal-notice [8,317,219,512]
legal-notice [459,68,670,155]
notice-heading: FICTITIOUS BUSINESS NAME STATEMENT File No. 2019-161173 [8,518,212,539]
notice-heading: FICTITIOUS BUSINESS NAME STATEMENT File No. 2019175839 [1136,138,1341,159]
notice-heading: FICTITIOUS BUSINESS NAME STATEMENT File No. 2019173966 [685,1186,889,1208]
